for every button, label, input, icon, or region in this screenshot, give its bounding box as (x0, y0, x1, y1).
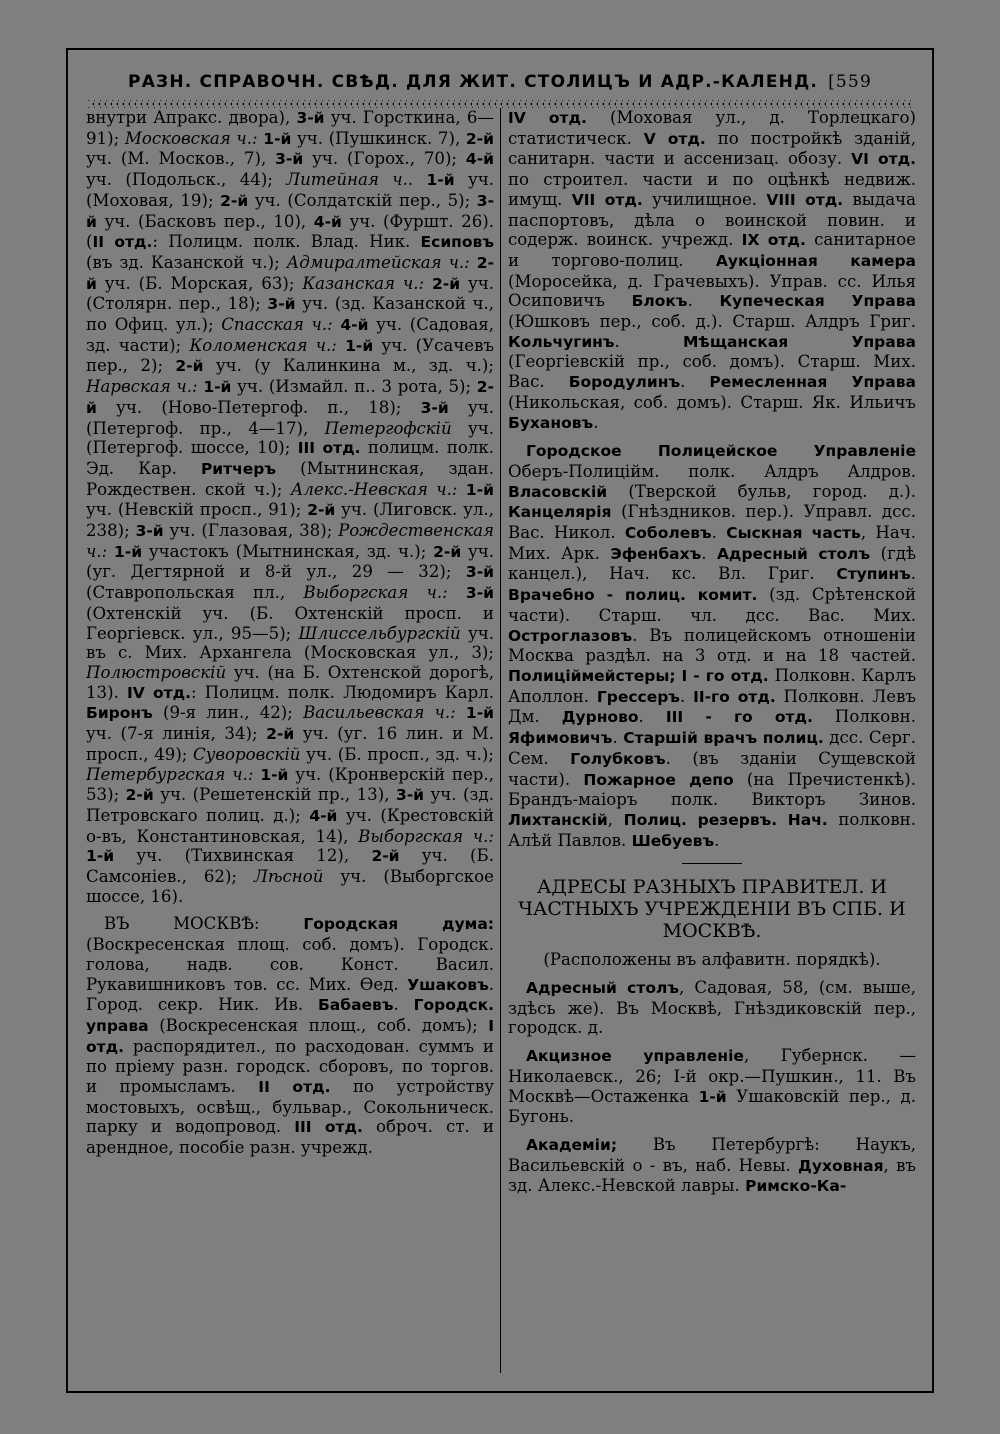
bold-text: 1-й (86, 847, 115, 866)
bold-text: 4-й (313, 212, 342, 231)
bold-text: IV отд. (508, 109, 587, 127)
text-run: уч. (Басковъ пер., 10), (96, 211, 314, 231)
italic-text: Петербургская ч.: (86, 764, 254, 784)
bold-text: 2-й (465, 129, 494, 148)
text-run: . (612, 728, 624, 748)
paragraph (86, 108, 494, 906)
bold-text: 2-й (266, 725, 295, 744)
text-run: . (614, 331, 683, 351)
italic-text: Рождественская ч.: (86, 521, 494, 561)
text-run (107, 542, 114, 561)
bold-text: V отд. (643, 129, 706, 148)
bold-text: Биронъ (86, 704, 153, 723)
text-run: (Моховая ул., д. Торлецкаго) статистическ. (508, 108, 916, 148)
section-subheading: (Расположены въ алфавитн. порядкѣ). (543, 950, 881, 970)
text-run: Въ Петербургѣ: Наукъ, Васильевскій о - въ, наб. Невы. (508, 1134, 916, 1175)
bold-text: Есиповъ (420, 233, 494, 252)
text-run: (Юшковъ пер., соб. д.). Старш. Алдръ Григ. (508, 312, 916, 332)
bold-text: VII отд. (571, 190, 643, 209)
bold-text: II отд. (92, 233, 153, 252)
bold-text: III отд. (294, 1118, 363, 1137)
text-run: оброч. ст. и арендное, пособіе разн. учрежд. (86, 1117, 494, 1158)
bold-text: 1-й (260, 765, 289, 784)
bold-text: Бородулинъ (568, 373, 681, 392)
text-run: (Охтенскій уч. (Б. Охтенскій просп. и Георгіевск. ул., 95—5); (86, 603, 494, 643)
text-run: уч. (зд. Петровскаго полиц. д.); (86, 785, 494, 825)
bold-text: Пожарное депо (583, 770, 734, 789)
text-run: уч. (Подольск., 44); (86, 170, 287, 190)
text-run: . (711, 523, 727, 543)
text-run: (Воскресенская площ., соб. домъ); (148, 1015, 489, 1035)
entry-address-desk (508, 978, 916, 1038)
text-run: уч. (Крестовскій о-въ, Константиновская, 14), (86, 805, 494, 846)
bold-text: Аукціонная камера (715, 251, 916, 270)
bold-text: IX отд. (741, 231, 806, 250)
text-run: , (607, 809, 624, 829)
bold-text: 2-й (175, 357, 204, 376)
text-run: , Губернск. — Николаевск., 26; I-й окр.—Пушкин., 11. Въ Москвѣ—Остаженка (508, 1046, 916, 1106)
text-run: дсс. Серг. Сем. (508, 728, 916, 768)
text-run: внутри Апракс. двора), (86, 108, 297, 127)
text-run (470, 253, 477, 272)
text-run: Полковн. (812, 707, 916, 727)
text-run: уч. (Б. Морская, 63); (96, 273, 303, 293)
text-run: уч. въ с. Мих. Архангела (Московская ул., 3); (86, 623, 494, 663)
text-run: . (687, 291, 720, 311)
bold-text: 1-й (426, 171, 455, 190)
text-run: . (679, 686, 694, 706)
bold-text: 3-й (267, 295, 296, 314)
text-run: . Город. секр. Ник. Ив. (86, 974, 494, 1015)
bold-text: VI отд. (851, 150, 916, 169)
bold-text: Лихтанскій (508, 810, 608, 829)
text-run: . (680, 372, 710, 392)
text-run: уч. (зд. Казанской ч., по Офиц. ул.); (86, 294, 494, 335)
bold-text: 4-й (340, 316, 369, 335)
text-run: уч. (Выборгское шоссе, 16). (86, 867, 494, 906)
italic-text: Шлиссельбургскій (298, 623, 461, 643)
text-run: уч. (Глазовая, 38); (163, 521, 339, 541)
paragraph (508, 108, 916, 433)
section-separator (682, 863, 742, 864)
text-run: . (593, 412, 599, 432)
text-run: ВЪ МОСКВѢ: (104, 914, 304, 934)
text-run: уч. (Невскій просп., 91); (86, 500, 308, 520)
text-run: уч. (Решетенскій пр., 13), (153, 785, 396, 805)
bold-text: Бухановъ (508, 413, 594, 432)
text-run: по устройству мостовыхъ, освѣщ., бульвар., Сокольническ. парку и водопровод. (86, 1077, 494, 1137)
bold-text: Соболевъ (624, 524, 712, 543)
bold-text: 1-й (465, 480, 494, 499)
header-title: РАЗН. СПРАВОЧН. СВѢД. ДЛЯ ЖИТ. СТОЛИЦЪ И АДР.-КАЛЕНД. (128, 72, 819, 92)
text-run: (Гнѣздников. пер.). Управл. дсс. Вас. Никол. (508, 502, 916, 543)
bold-text: 2-й (86, 253, 494, 293)
bold-text: 2-й (125, 786, 154, 805)
bold-text: I отд. (86, 1016, 494, 1056)
bold-text: Адресный столъ (526, 979, 679, 998)
italic-text: Московская ч.: (124, 128, 258, 148)
text-run: уч. (у Калинкина м., зд. ч.); (203, 356, 494, 376)
text-run: уч. (Моховая, 19); (86, 170, 494, 210)
bold-text: Полиц. резервъ. (623, 810, 778, 829)
text-run (456, 703, 466, 722)
italic-text: Казанская ч.: (302, 273, 425, 293)
italic-text: Петергофскій (324, 418, 452, 438)
italic-text: Адмиралтейская ч.: (286, 252, 470, 272)
text-run: уч. Горсткина, 6—91); (86, 108, 494, 148)
bold-text: Духовная (798, 1156, 884, 1175)
paragraph (508, 441, 916, 851)
left-column (86, 108, 494, 1373)
text-run: уч. (Усачевъ пер., 2); (86, 335, 494, 376)
text-run: Полковн. Левъ Дм. (508, 686, 916, 727)
right-column (508, 108, 916, 1373)
text-run: (9-я лин., 42); (152, 703, 304, 723)
bold-text: 2-й (220, 191, 249, 210)
text-run: уч. (Петергоф. шоссе, 10); (86, 418, 494, 458)
bold-text: Купеческая Управа (719, 292, 916, 311)
text-run: по строител. части и по оцѣнкѣ недвиж. имущ. (508, 170, 916, 209)
text-run: (Мытнинская, здан. Рождествен. ской ч.); (86, 458, 494, 499)
text-run: по постройкѣ зданій, санитарн. части и ассенизац. обозу. (508, 128, 916, 169)
bold-text: Ушаковъ (407, 975, 489, 994)
book-page (66, 48, 934, 1393)
page-number: [559 (828, 72, 872, 92)
italic-text: Алекс.-Невская ч.: (290, 479, 458, 499)
bold-text: Академіи; (526, 1135, 618, 1154)
bold-text: Блокъ (631, 292, 688, 311)
bold-text: II отд. (258, 1078, 331, 1097)
bold-text: Городск. управа (86, 996, 494, 1035)
text-run: (зд. Срѣтенской части). Старш. чл. дсс. Вас. Мих. (508, 585, 916, 625)
bold-text: 1-й (263, 129, 292, 148)
text-run: . (393, 995, 414, 1015)
text-run: уч. (Б. Самсоніев., 62); (86, 846, 494, 887)
bold-text: 2-й (433, 542, 462, 561)
bold-text: Канцелярія (508, 503, 612, 522)
text-run: санитарное и торгово-полиц. (508, 230, 916, 270)
bold-text: 1-й (698, 1087, 727, 1106)
text-run: (Тверской бульв, город. д.). (607, 481, 916, 501)
text-run: уч. (Фуршт. 26). ( (86, 211, 494, 252)
bold-text: 3-й (135, 522, 164, 541)
text-run: (гдѣ канцел.), Нач. кс. Вл. Григ. (508, 543, 916, 584)
running-header (68, 68, 932, 96)
text-run: . Въ полицейскомъ отношеніи Москва раздѣл. на 3 отд. и на 18 частей. (508, 625, 916, 666)
bold-text: Врачебно - полиц. комит. (508, 586, 758, 605)
bold-text: 3-й (296, 109, 325, 127)
text-run: , въ зд. Алекс.-Невской лавры. (508, 1155, 916, 1196)
bold-text: I - го отд. (681, 666, 769, 685)
text-run: . (910, 564, 916, 584)
italic-text: Лѣсной (254, 867, 324, 887)
text-run: уч. (Горох., 70); (303, 149, 466, 169)
italic-text: Нарвская ч.: (86, 377, 198, 397)
text-run: полковн. Алѣй Павлов. (508, 809, 916, 850)
text-run: уч. (Б. просп., зд. ч.); (300, 744, 494, 764)
text-run: уч. (Измайл. п.. 3 рота, 5); (231, 377, 477, 397)
italic-text: Литейная ч. (286, 170, 408, 190)
bold-text: 3-й (86, 191, 494, 231)
text-run (457, 480, 465, 499)
text-run (424, 274, 432, 293)
bold-text: 1-й (113, 542, 143, 561)
bold-text: III отд. (297, 439, 361, 458)
bold-text: IV отд. (126, 683, 192, 702)
text-run: уч. (Кронверскій пер., 53); (86, 764, 494, 805)
bold-text: VIII отд. (766, 190, 844, 209)
bold-text: Шебуевъ (631, 831, 715, 850)
bold-text: 2-й (86, 378, 494, 417)
text-run (448, 583, 466, 602)
text-run: уч. (Тихвинская 12), (114, 846, 372, 866)
text-run: уч. (Лиговск. ул., 238); (86, 500, 494, 541)
text-run (777, 810, 788, 829)
bold-text: Грессеръ (596, 687, 680, 706)
bold-text: Нач. (787, 810, 828, 829)
italic-text: Выборгская ч.: (303, 583, 448, 603)
italic-text: Спасская ч.: (221, 315, 333, 335)
bold-text: Власовскій (508, 482, 608, 501)
column-divider (500, 108, 501, 1373)
text-run: выдача паспортовъ, дѣла о воинской повин. и содерж. воинск. учрежд. (508, 189, 916, 250)
text-run: (въ зд. Казанской ч.); (86, 252, 287, 272)
bold-text: Мѣщанская Управа (682, 332, 916, 351)
bold-text: Яфимовичъ (508, 729, 613, 748)
bold-text: Старшій врачъ полиц. (623, 729, 824, 748)
bold-text: III - го отд. (665, 708, 813, 727)
text-run: : Полицм. полк. Влад. Ник. (152, 232, 421, 252)
text-run: . (714, 830, 720, 850)
bold-text: Полиціймейстеры; (508, 666, 676, 685)
text-run: (Никольская, соб. домъ). Старш. Як. Ильичъ (508, 392, 916, 412)
bold-text: Адресный столъ (716, 544, 871, 563)
bold-text: 4-й (309, 806, 338, 825)
text-run: (Моросейка, д. Грачевыхъ). Управ. сс. Илья Осиповичъ (508, 271, 916, 311)
text-run: уч. (Пушкинск. 7), (291, 128, 466, 148)
bold-text: 4-й (465, 150, 494, 169)
text-run: уч. (уг. 16 лин. и М. просп., 49); (86, 724, 494, 764)
bold-text: 1-й (345, 336, 374, 355)
text-run: распорядител., по расходован. суммъ и по пріему разн. городск. сборовъ, по торгов. и промысламъ. (86, 1036, 494, 1097)
italic-text: Суворовскій (193, 744, 301, 764)
text-run: , Нач. Мих. Арк. (508, 523, 916, 563)
bold-text: 2-й (432, 274, 461, 293)
bold-text: Ремесленная Управа (709, 373, 916, 392)
bold-text: 3-й (420, 398, 449, 417)
text-run: : Полицм. полк. Людомиръ Карл. (191, 682, 494, 702)
bold-text: Голубковъ (570, 749, 666, 768)
section-heading: АДРЕСЫ РАЗНЫХЪ ПРАВИТЕЛ. И ЧАСТНЫХЪ УЧРЕЖДЕНІИ ВЪ СПБ. И МОСКВѢ. (518, 876, 906, 943)
bold-text: Кольчугинъ (508, 332, 615, 351)
text-run: (Воскресенская площ. соб. домъ). Городск. голова, надв. сов. Конст. Васил. Рукавишниковъ тов. сс. Мих. Ѳед. (86, 935, 494, 994)
text-run: . (701, 543, 717, 563)
bold-text: 2-й (371, 847, 400, 866)
bold-text: II-го отд. (693, 687, 776, 706)
bold-text: Сыскная часть (726, 524, 861, 543)
bold-text: Городское Полицейское Управленіе (526, 442, 916, 461)
text-run: уч. (Садовая, зд. части); (86, 315, 494, 355)
text-run: . (въ зданіи Сущевской части). (508, 748, 916, 789)
text-run: участокъ (Мытнинская, зд. ч.); (142, 541, 434, 561)
bold-text: 3-й (465, 584, 494, 603)
bold-text: 1-й (203, 378, 232, 397)
bold-text: Городская дума: (303, 915, 494, 934)
text-run: уч. (уг. Дегтярной и 8-й ул., 29 — 32); (86, 541, 494, 582)
text-run: уч. (Столярн. пер., 18); (86, 273, 494, 314)
entry-excise (508, 1046, 916, 1127)
text-run: уч. (Петергоф. пр., 4—17), (86, 397, 494, 438)
paragraph (86, 914, 494, 1157)
bold-text: 2-й (307, 501, 336, 520)
text-run: уч. (на Б. Охтенской дорогѣ, 13). (86, 662, 494, 702)
bold-text: Ступинъ (836, 565, 911, 584)
bold-text: Акцизное управленіе (526, 1047, 744, 1066)
text-run: уч. (Ново-Петергоф. п., 18); (96, 397, 421, 417)
bold-text: Ритчеръ (200, 459, 277, 478)
entry-academies (508, 1135, 916, 1197)
text-run: (Ставропольская пл., (86, 583, 304, 603)
italic-text: Коломенская ч.: (189, 335, 337, 355)
text-run: уч. (Солдатскій пер., 5); (248, 190, 477, 210)
text-run: (Георгіевскій пр., соб. домъ). Старш. Мих. Вас. (508, 352, 916, 392)
text-run: полицм. полк. Эд. Кар. (86, 438, 494, 478)
text-run: Полковн. Карлъ Аполлон. (508, 665, 916, 706)
bold-text: 1-й (465, 704, 494, 723)
italic-text: Васильевская ч.: (303, 703, 456, 723)
text-run (337, 336, 345, 355)
text-run: (на Пречистенкѣ). Брандъ-маіоръ полк. Викторъ Зинов. (508, 769, 916, 810)
text-run: Оберъ-Полиційм. полк. Алдръ Алдров. (508, 461, 916, 481)
italic-text: Выборгская ч.: (358, 826, 494, 846)
bold-text: Римско-Ка- (745, 1177, 847, 1196)
bold-text: Остроглазовъ (508, 626, 633, 645)
text-run: . (407, 170, 427, 190)
text-run: . (638, 707, 666, 727)
bold-text: 3-й (275, 150, 304, 169)
text-run: , Садовая, 58, (см. выше, здѣсь же). Въ Москвѣ, Гнѣздиковскій пер., городск. д. (508, 978, 916, 1038)
text-run: уч. (М. Москов., 7), (86, 149, 276, 169)
bold-text: Дурново (561, 708, 639, 727)
wavy-rule (88, 100, 912, 108)
bold-text: Бабаевъ (317, 996, 394, 1015)
text-run: уч. (7-я линія, 34); (86, 724, 267, 744)
bold-text: Эфенбахъ (610, 544, 702, 563)
text-run: училищное. (642, 189, 767, 209)
text-run: Ушаковскій пер., д. Бугонь. (508, 1086, 916, 1127)
bold-text: 3-й (395, 786, 425, 805)
bold-text: 3-й (465, 563, 494, 582)
italic-text: Полюстровскій (86, 662, 227, 682)
